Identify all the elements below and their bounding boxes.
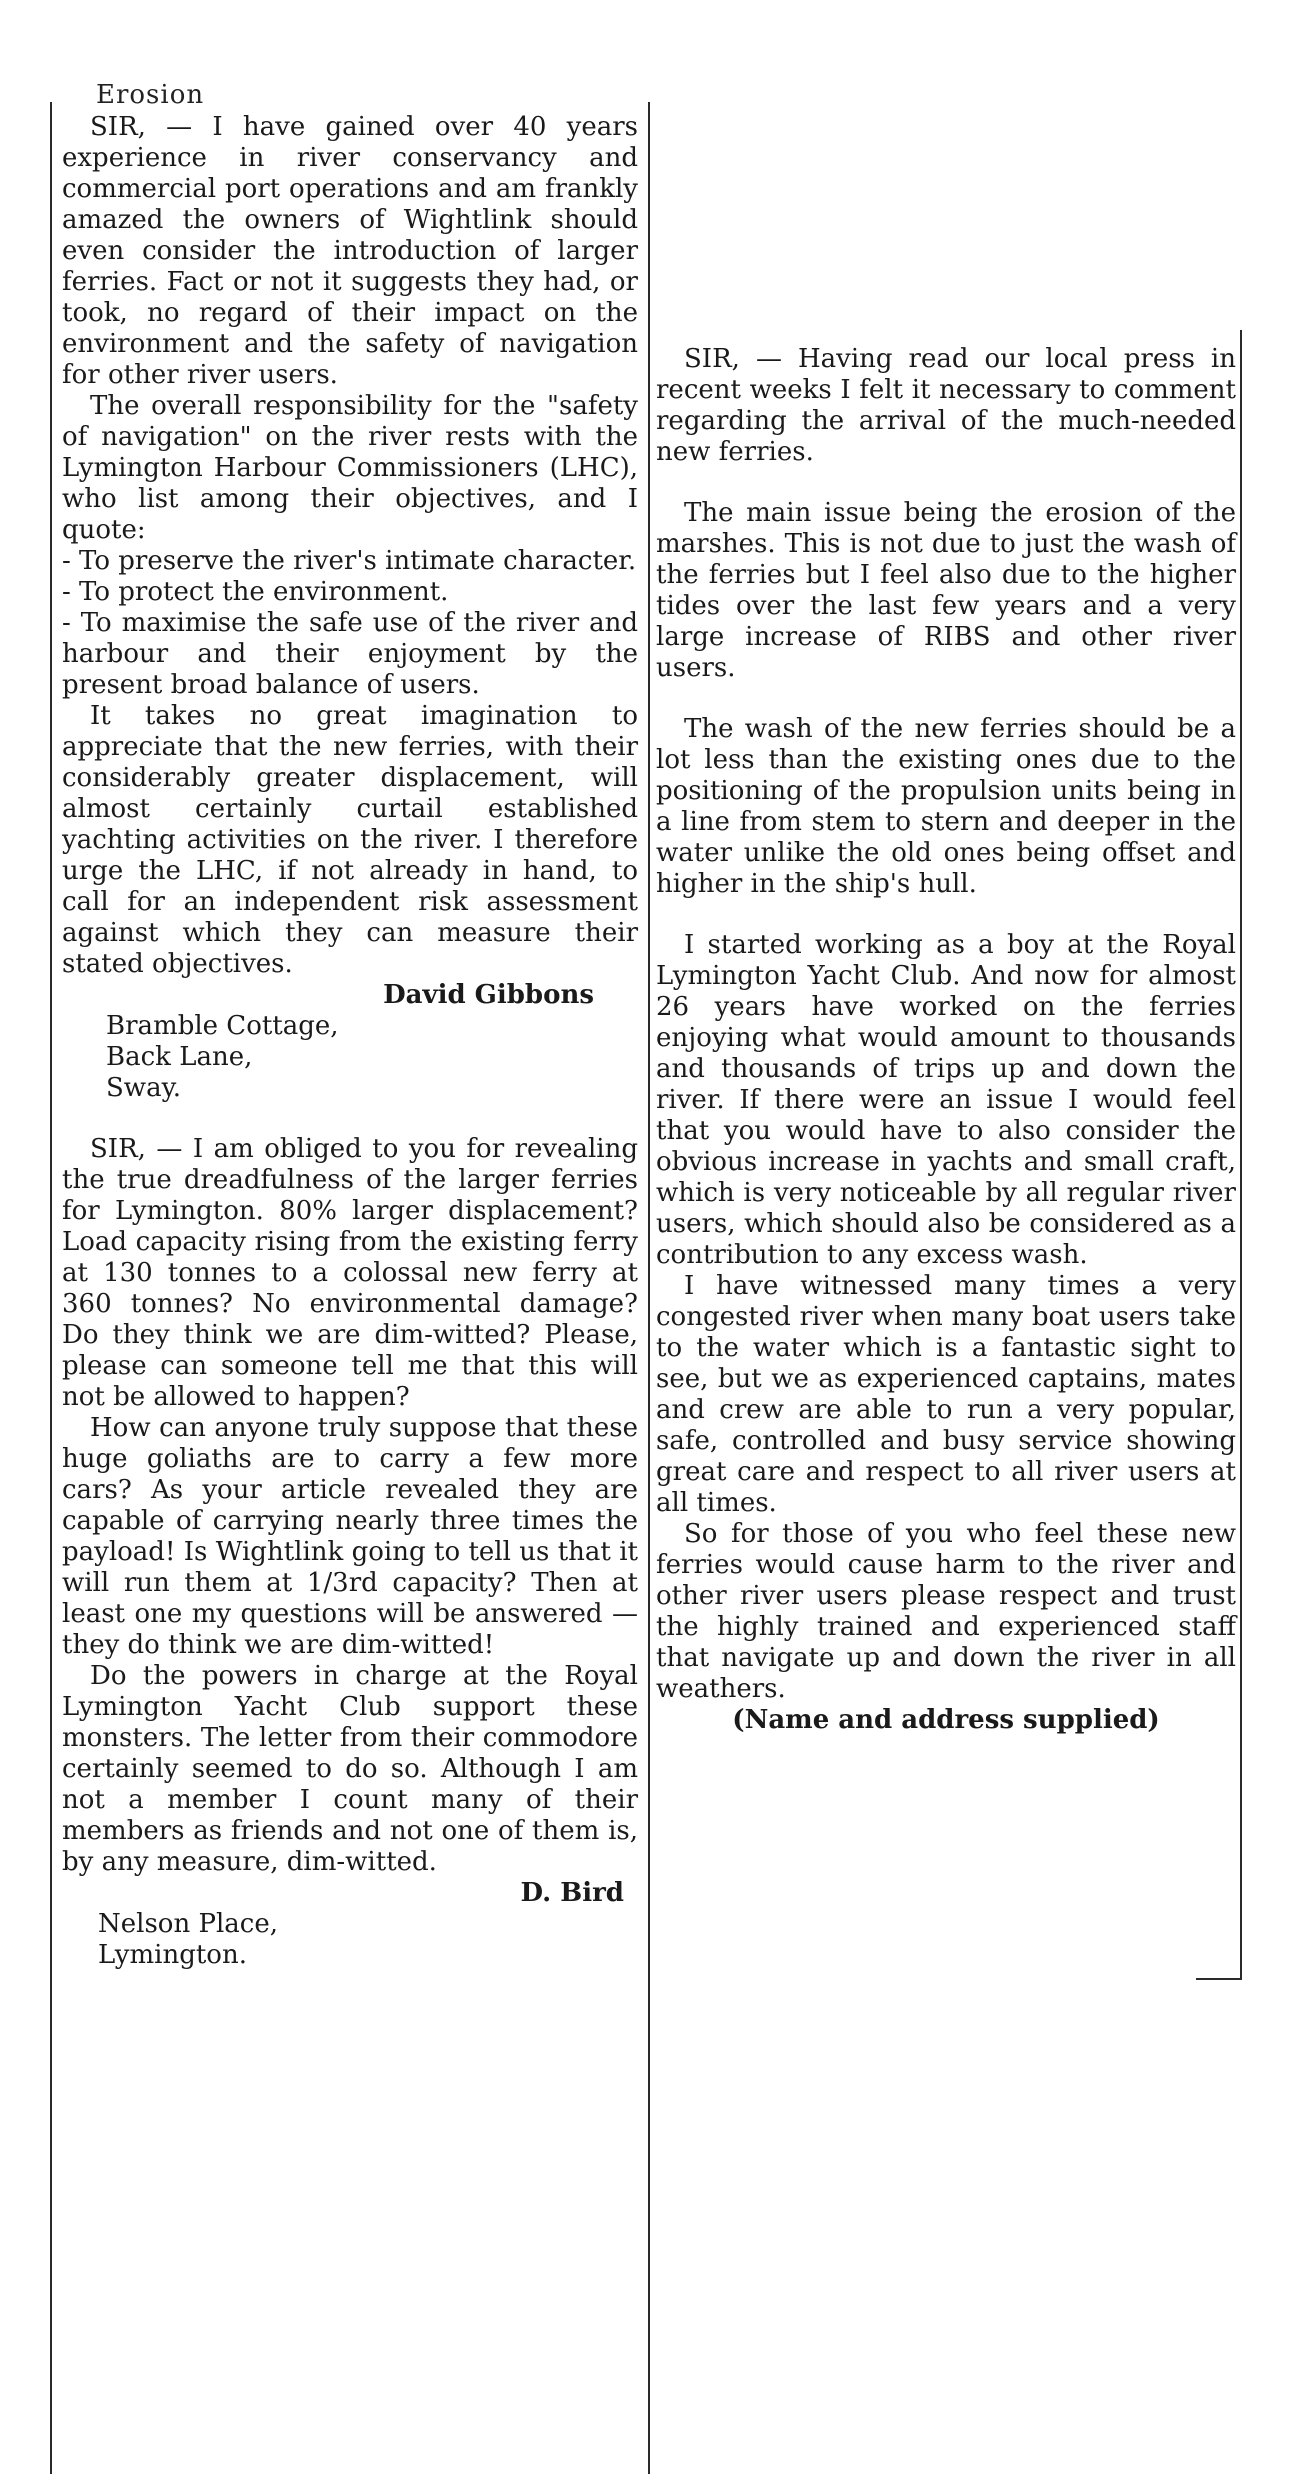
letter-paragraph: How can anyone truly suppose that these huge goliaths are to carry a few more cars? As your article revealed they are capable of carrying nearly three times the payload! Is Wightlink going to tell us that it will run them at 1/3rd capacity? Then at least one my questions will be answered — they do think we are dim-witted!	[62, 1413, 638, 1660]
letter-paragraph: It takes no great imagination to appreciate that the new ferries, with their considerably greater displacement, will almost certainly curtail established yachting activities on the river. I therefore urge the LHC, if not already in hand, to call for an independent risk assessment against which they can measure their stated objectives.	[62, 701, 638, 979]
cut-off-header: Erosion	[96, 80, 205, 110]
right-column-end-rule	[1196, 1978, 1240, 1980]
objective-item: - To preserve the river's intimate character.	[62, 546, 637, 576]
left-column-rule	[50, 102, 52, 2474]
right-column	[656, 344, 1236, 1736]
letter-paragraph: SIR, — I am obliged to you for revealing the true dreadfulness of the larger ferries for Lymington. 80% larger displacement? Load capacity rising from the existing ferry at 130 tonnes to a colossal new ferry at 360 tonnes? No environmental damage? Do they think we are dim-witted? Please, please can someone tell me that this will not be allowed to happen?	[62, 1134, 638, 1412]
letter-paragraph: The wash of the new ferries should be a lot less than the existing ones due to the positioning of the propulsion units being in a line from stem to stern and deeper in the water unlike the old ones being offset and higher in the ship's hull.	[656, 714, 1236, 899]
address-line: Lymington.	[98, 1940, 247, 1970]
middle-column-rule	[648, 102, 650, 2474]
letter-paragraph: Do the powers in charge at the Royal Lymington Yacht Club support these monsters. The letter from their commodore certainly seemed to do so. Although I am not a member I count many of their members as friends and not one of them is, by any measure, dim-witted.	[62, 1661, 638, 1877]
letter-bird	[62, 1134, 638, 1971]
signature: David Gibbons	[383, 980, 594, 1010]
letter-ferry-crew	[656, 344, 1236, 1736]
letter-paragraph: The main issue being the erosion of the marshes. This is not due to just the wash of the ferries but I feel also due to the higher tides over the last few years and a very large increase of RIBS and other river users.	[656, 498, 1236, 683]
letter-paragraph: I have witnessed many times a very congested river when many boat users take to the water which is a fantastic sight to see, but we as experienced captains, mates and crew are able to run a very popular, safe, controlled and busy service showing great care and respect to all river users at all times.	[656, 1271, 1236, 1518]
letter-paragraph: The overall responsibility for the "safety of navigation" on the river rests with the Lymington Harbour Commissioners (LHC), who list among their objectives, and I quote:	[62, 391, 638, 545]
signature: D. Bird	[520, 1878, 624, 1908]
signature: (Name and address supplied)	[732, 1705, 1160, 1735]
right-column-rule	[1240, 330, 1242, 1980]
letter-paragraph: SIR, — Having read our local press in recent weeks I felt it necessary to comment regarding the arrival of the much-needed new ferries.	[656, 344, 1236, 467]
letter-paragraph: SIR, — I have gained over 40 years experience in river conservancy and commercial port operations and am frankly amazed the owners of Wightlink should even consider the introduction of larger ferries. Fact or not it suggests they had, or took, no regard of their impact on the environment and the safety of navigation for other river users.	[62, 112, 638, 390]
address-line: Sway.	[106, 1073, 182, 1103]
letter-paragraph: I started working as a boy at the Royal Lymington Yacht Club. And now for almost 26 years have worked on the ferries enjoying what would amount to thousands and thousands of trips up and down the river. If there were an issue I would feel that you would have to also consider the obvious increase in yachts and small craft, which is very noticeable by all regular river users, which should also be considered as a contribution to any excess wash.	[656, 930, 1236, 1270]
left-column	[62, 112, 638, 1971]
objective-item: - To maximise the safe use of the river and harbour and their enjoyment by the present broad balance of users.	[62, 608, 638, 700]
letter-gibbons	[62, 112, 638, 1104]
address-line: Nelson Place,	[98, 1909, 278, 1939]
letter-paragraph: So for those of you who feel these new ferries would cause harm to the river and other river users please respect and trust the highly trained and experienced staff that navigate up and down the river in all weathers.	[656, 1519, 1236, 1704]
address-line: Bramble Cottage,	[106, 1011, 339, 1041]
objective-item: - To protect the environment.	[62, 577, 449, 607]
address-line: Back Lane,	[106, 1042, 253, 1072]
